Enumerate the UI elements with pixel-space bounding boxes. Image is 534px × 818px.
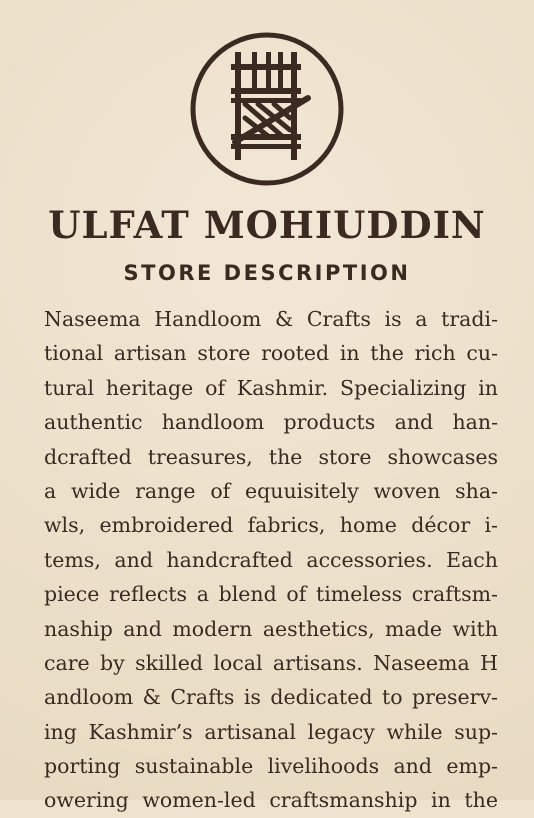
section-subtitle: STORE DESCRIPTION <box>123 261 411 285</box>
description-line: tems, and handcrafted accessories. Each <box>44 547 498 572</box>
description-line: tional artisan store rooted in the rich cu- <box>44 341 498 366</box>
description-line: piece reflects a blend of timeless craftsm- <box>44 582 498 607</box>
handloom-icon <box>190 32 344 186</box>
description-line: Naseema Handloom & Crafts is a tradi- <box>44 307 498 331</box>
description-line: tural heritage of Kashmir. Specializing in <box>44 375 498 400</box>
description-line: authentic handloom products and han- <box>44 410 498 435</box>
description-line: wls, embroidered fabrics, home décor i- <box>44 513 498 538</box>
description-line: care by skilled local artisans. Naseema H <box>44 650 498 675</box>
description-line: porting sustainable livelihoods and emp- <box>44 754 498 779</box>
handloom-logo <box>190 32 344 186</box>
description-line: ing Kashmir’s artisanal legacy while sup- <box>44 719 498 744</box>
description-line: owering women-led craftsmanship in the <box>44 788 498 813</box>
description-line: a wide range of equuisitely woven sha- <box>44 478 498 503</box>
description-line: naship and modern aesthetics, made with <box>44 616 498 641</box>
page-title: ULFAT MOHIUDDIN <box>48 203 486 247</box>
store-description-text <box>44 302 498 818</box>
description-line: andloom & Crafts is dedicated to preserv- <box>44 685 498 710</box>
description-line: dcrafted treasures, the store showcases <box>44 444 498 469</box>
